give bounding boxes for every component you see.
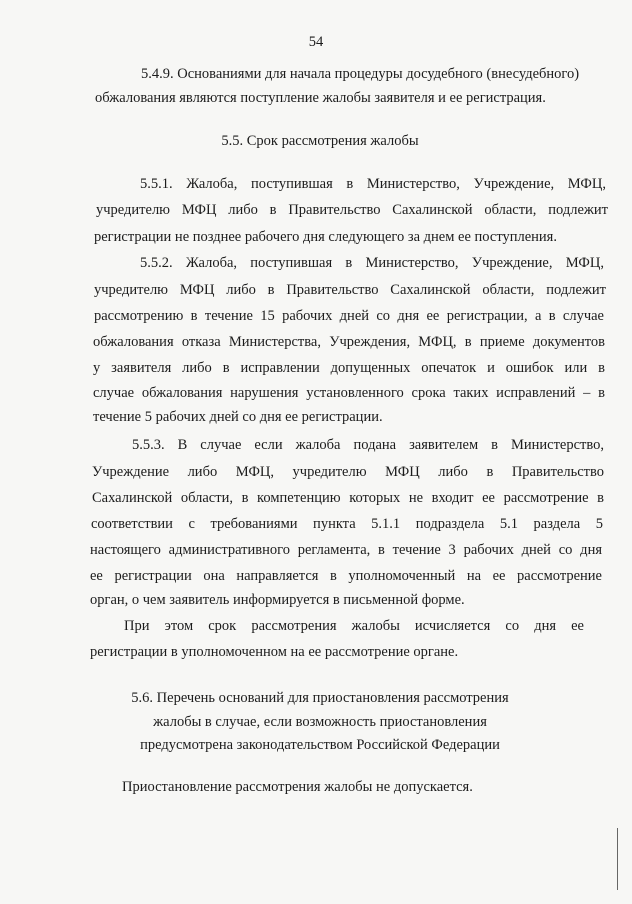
text-line: предусмотрена законодательством Российской Федерации <box>140 737 500 753</box>
text-line: 5.6. Перечень оснований для приостановления рассмотрения <box>131 690 509 706</box>
text-line: 5.4.9. Основаниями для начала процедуры досудебного (внесудебного) <box>141 66 580 82</box>
scan-edge-mark <box>617 828 618 890</box>
text-line: 5.5.1. Жалоба, поступившая в Министерство, Учреждение, МФЦ, <box>140 176 606 192</box>
text-line: орган, о чем заявитель информируется в письменной форме. <box>90 592 465 608</box>
text-line: случае обжалования нарушения установленного срока таких исправлений – в <box>93 385 605 401</box>
text-line: 5.5.3. В случае если жалоба подана заявителем в Министерство, <box>132 437 604 453</box>
text-line: у заявителя либо в исправлении допущенных опечаток и ошибок или в <box>93 360 605 376</box>
text-line: ее регистрации она направляется в уполномоченный на ее рассмотрение <box>90 568 602 584</box>
text-line: настоящего административного регламента, в течение 3 рабочих дней со дня <box>90 542 602 558</box>
text-line: учредителю МФЦ либо в Правительство Сахалинской области, подлежит <box>94 282 606 298</box>
text-line: При этом срок рассмотрения жалобы исчисляется со дня ее <box>124 618 584 634</box>
page-number: 54 <box>308 34 324 50</box>
text-line: 5.5.2. Жалоба, поступившая в Министерство, Учреждение, МФЦ, <box>140 255 604 271</box>
text-line: течение 5 рабочих дней со дня ее регистрации. <box>93 409 383 425</box>
text-line: обжалования являются поступление жалобы заявителя и ее регистрация. <box>95 90 546 106</box>
text-line: Учреждение либо МФЦ, учредителю МФЦ либо в Правительство <box>92 464 604 480</box>
text-line: обжалования отказа Министерства, Учреждения, МФЦ, в приеме документов <box>93 334 605 350</box>
text-line: регистрации в уполномоченном на ее рассмотрение органе. <box>90 644 459 660</box>
text-line: учредителю МФЦ либо в Правительство Сахалинской области, подлежит <box>96 202 608 218</box>
text-line: жалобы в случае, если возможность приостановления <box>153 714 487 730</box>
text-line: 5.5. Срок рассмотрения жалобы <box>221 133 419 149</box>
text-line: соответствии с требованиями пункта 5.1.1 подраздела 5.1 раздела 5 <box>91 516 603 532</box>
text-line: Приостановление рассмотрения жалобы не допускается. <box>122 779 473 795</box>
text-line: Сахалинской области, в компетенцию которых не входит ее рассмотрение в <box>92 490 604 506</box>
text-line: регистрации не позднее рабочего дня следующего за днем ее поступления. <box>94 229 557 245</box>
text-line: рассмотрению в течение 15 рабочих дней со дня ее регистрации, а в случае <box>94 308 604 324</box>
